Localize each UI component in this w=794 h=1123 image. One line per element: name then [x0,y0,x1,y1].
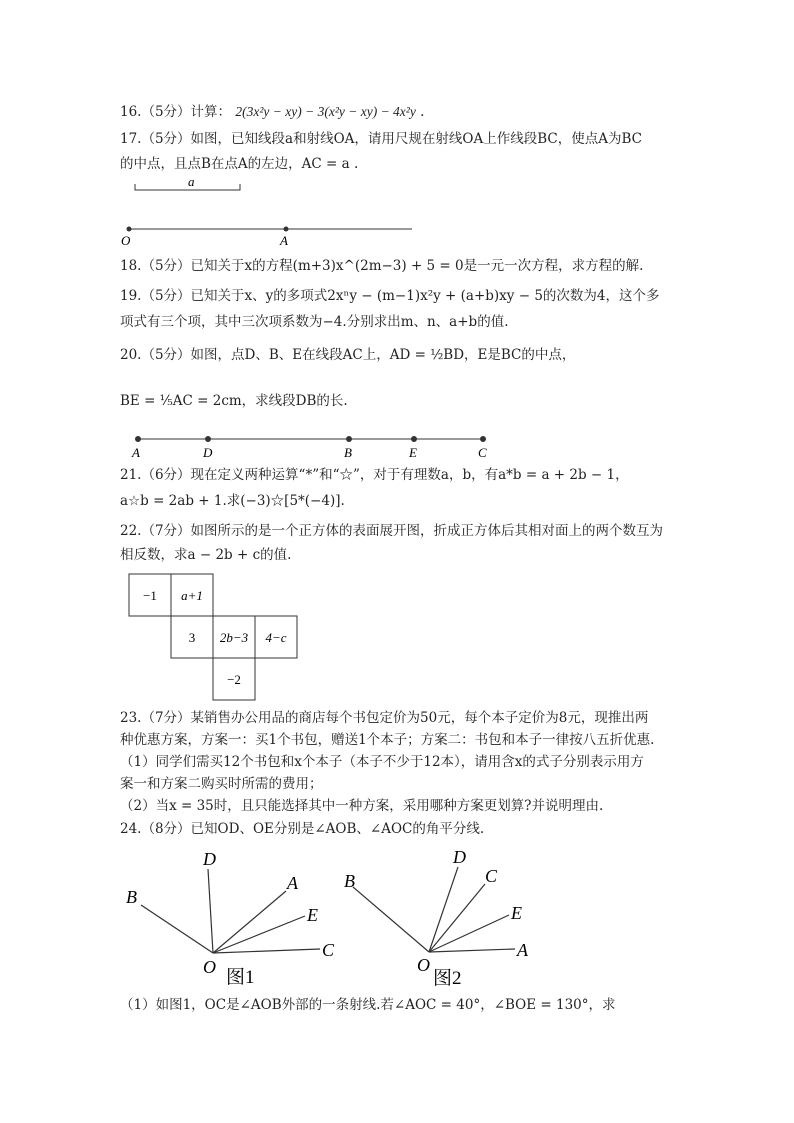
q20-figure [125,428,505,462]
cell-4-text: 2b−3 [219,630,249,645]
q19-line1: 19.（5分）已知关于x、y的多项式2xⁿy − (m−1)x²y + (a+b)xy − 5的次数为4，这个多 [120,288,660,304]
cell-3-text: 3 [188,630,196,645]
fig2-label-O: O [417,955,430,975]
point-E [411,436,417,442]
q19-line2: 项式有三个项，其中三次项系数为−4.分别求出m、n、a+b的值. [120,314,509,330]
label-A: A [132,445,140,460]
q23-line2: 种优惠方案，方案一：买1个书包，赠送1个本子；方案二：书包和本子一律按八五折优惠. [120,732,655,748]
label-B: B [344,445,352,460]
fig2-caption: 图2 [433,968,462,989]
fig1-caption: 图1 [226,967,255,988]
label-C: C [478,445,487,460]
q20-line1: 20.（5分）如图，点D、B、E在线段AC上，AD = ½BD，E是BC的中点， [120,347,576,363]
fig2-label-A: A [517,940,528,960]
q17-line2: 的中点，且点B在点A的左边，AC = a . [120,156,359,172]
q23-line4: 案一和方案二购买时所需的费用； [120,776,323,792]
fig1-label-O: O [203,957,216,977]
fig2-label-C: C [485,866,498,886]
q24-line1: 24.（8分）已知OD、OE分别是∠AOB、∠AOC的角平分线. [120,821,485,837]
segment-a-label: a [188,174,195,189]
q23-line1: 23.（7分）某销售办公用品的商店每个书包定价为50元，每个本子定价为8元，现推出两 [120,710,649,726]
fig1-label-B: B [126,887,137,907]
point-A [284,227,289,232]
fig1-label-A: A [287,873,298,893]
point-O [127,227,132,232]
label-E: E [409,445,417,460]
point-D [205,436,211,442]
q16-end: . [420,104,425,120]
fig2-label-D: D [453,847,466,867]
q20-line2: BE = ⅕AC = 2cm，求线段DB的长. [120,393,348,409]
cell-1-text: −1 [143,588,157,603]
cell-5-text: 4−c [265,630,287,645]
label-A: A [280,233,288,248]
q17-figure [115,172,415,250]
fig1-label-E: E [307,905,318,925]
label-D: D [203,445,213,460]
q17-line1: 17.（5分）如图，已知线段a和射线OA，请用尺规在射线OA上作线段BC，使点A为BC [120,131,642,147]
q18-line: 18.（5分）已知关于x的方程(m+3)x^(2m−3) + 5 = 0是一元一次方程，求方程的解. [120,258,644,274]
fig2-label-E: E [511,903,522,923]
q16-expression: 2(3x²y − xy) − 3(x²y − xy) − 4x²y [235,104,416,119]
q21-line1: 21.（6分）现在定义两种运算“*”和“☆”，对于有理数a，b，有a*b = a + 2b − 1， [120,467,629,483]
q16-prefix: 16.（5分）计算： [120,104,232,120]
fig1-label-C: C [322,940,335,960]
label-O: O [121,233,131,248]
point-C [480,436,486,442]
cell-6-text: −2 [227,672,241,687]
fig1-label-D: D [203,849,216,869]
q16-line [120,103,424,121]
q21-line2: a☆b = 2ab + 1.求(−3)☆[5*(−4)]. [120,493,345,509]
q23-line5: （2）当x = 35时，且只能选择其中一种方案，采用哪种方案更划算?并说明理由. [120,798,604,814]
point-B [346,436,352,442]
q22-line2: 相反数，求a − 2b + c的值. [120,547,292,563]
q23-line3: （1）同学们需买12个书包和x个本子（本子不少于12本），请用含x的式子分别表示用方 [120,754,644,770]
cube-net [125,570,305,706]
q24-figures [115,843,555,991]
q22-line1: 22.（7分）如图所示的是一个正方体的表面展开图，折成正方体后其相对面上的两个数互为 [120,523,664,539]
fig2-label-B: B [344,871,355,891]
q24-line2: （1）如图1，OC是∠AOB外部的一条射线.若∠AOC = 40°，∠BOE = 130°，求 [120,997,616,1013]
cell-2-text: a+1 [181,588,203,603]
point-A [135,436,141,442]
